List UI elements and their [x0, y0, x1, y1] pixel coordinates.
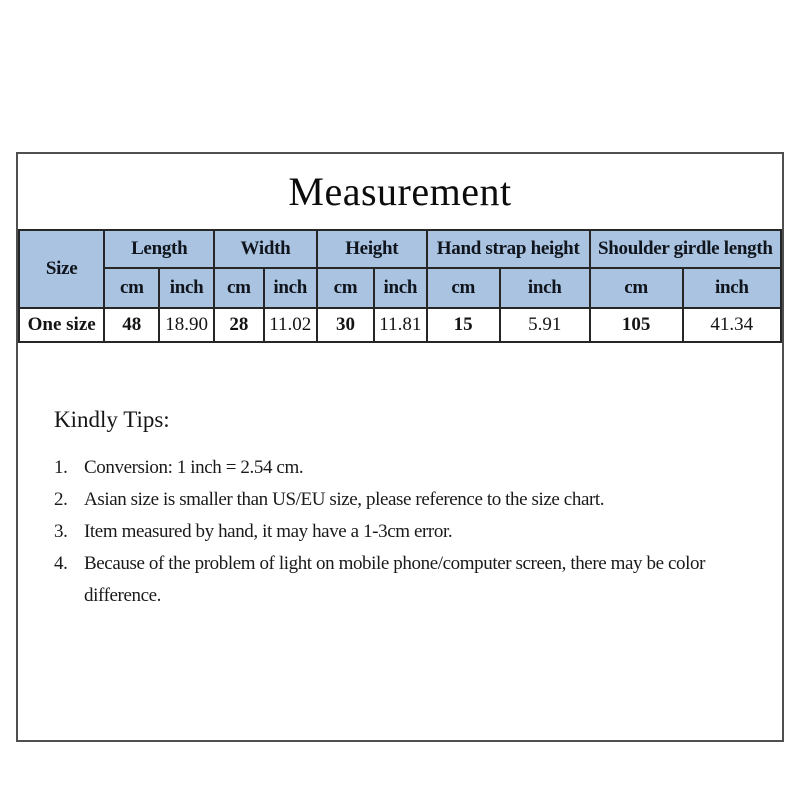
unit-header-hand-strap-cm: cm	[427, 268, 500, 308]
list-item-number: 3.	[54, 521, 68, 542]
table-group-header-row	[19, 230, 781, 268]
list-item-number: 4.	[54, 553, 68, 574]
col-header-length: Length	[104, 230, 214, 268]
cell-height-cm: 30	[317, 308, 374, 342]
cell-width-cm: 28	[214, 308, 264, 342]
unit-header-height-inch: inch	[374, 268, 427, 308]
cell-height-inch: 11.81	[374, 308, 427, 342]
page-title: Measurement	[288, 169, 512, 214]
list-item	[54, 452, 706, 484]
cell-shoulder-cm: 105	[590, 308, 683, 342]
list-item-number: 2.	[54, 489, 68, 510]
cell-size: One size	[19, 308, 104, 342]
list-item	[54, 548, 706, 612]
title-band	[18, 154, 782, 229]
cell-shoulder-inch: 41.34	[683, 308, 781, 342]
cell-width-inch: 11.02	[264, 308, 317, 342]
tips-heading: Kindly Tips:	[54, 407, 170, 432]
cell-length-cm: 48	[104, 308, 159, 342]
list-item-text: Conversion: 1 inch = 2.54 cm.	[84, 457, 304, 478]
col-header-size: Size	[19, 230, 104, 308]
col-header-hand-strap-height: Hand strap height	[427, 230, 590, 268]
col-header-width: Width	[214, 230, 317, 268]
cell-hand-strap-inch: 5.91	[500, 308, 590, 342]
list-item-text: Because of the problem of light on mobile phone/computer screen, there may be color difference.	[84, 553, 706, 606]
unit-header-width-inch: inch	[264, 268, 317, 308]
unit-header-shoulder-inch: inch	[683, 268, 781, 308]
unit-header-length-cm: cm	[104, 268, 159, 308]
list-item	[54, 516, 706, 548]
cell-length-inch: 18.90	[159, 308, 214, 342]
col-header-height: Height	[317, 230, 427, 268]
cell-hand-strap-cm: 15	[427, 308, 500, 342]
list-item-number: 1.	[54, 457, 68, 478]
unit-header-shoulder-cm: cm	[590, 268, 683, 308]
unit-header-height-cm: cm	[317, 268, 374, 308]
unit-header-length-inch: inch	[159, 268, 214, 308]
table-unit-header-row	[19, 268, 781, 308]
table-row	[19, 308, 781, 342]
col-header-shoulder-girdle-length: Shoulder girdle length	[590, 230, 781, 268]
tips-section	[54, 407, 752, 612]
measurement-card	[16, 152, 784, 742]
unit-header-hand-strap-inch: inch	[500, 268, 590, 308]
measurement-table	[18, 229, 782, 343]
unit-header-width-cm: cm	[214, 268, 264, 308]
tips-list	[54, 452, 706, 612]
list-item	[54, 484, 706, 516]
list-item-text: Asian size is smaller than US/EU size, please reference to the size chart.	[84, 489, 605, 510]
list-item-text: Item measured by hand, it may have a 1-3cm error.	[84, 521, 453, 542]
